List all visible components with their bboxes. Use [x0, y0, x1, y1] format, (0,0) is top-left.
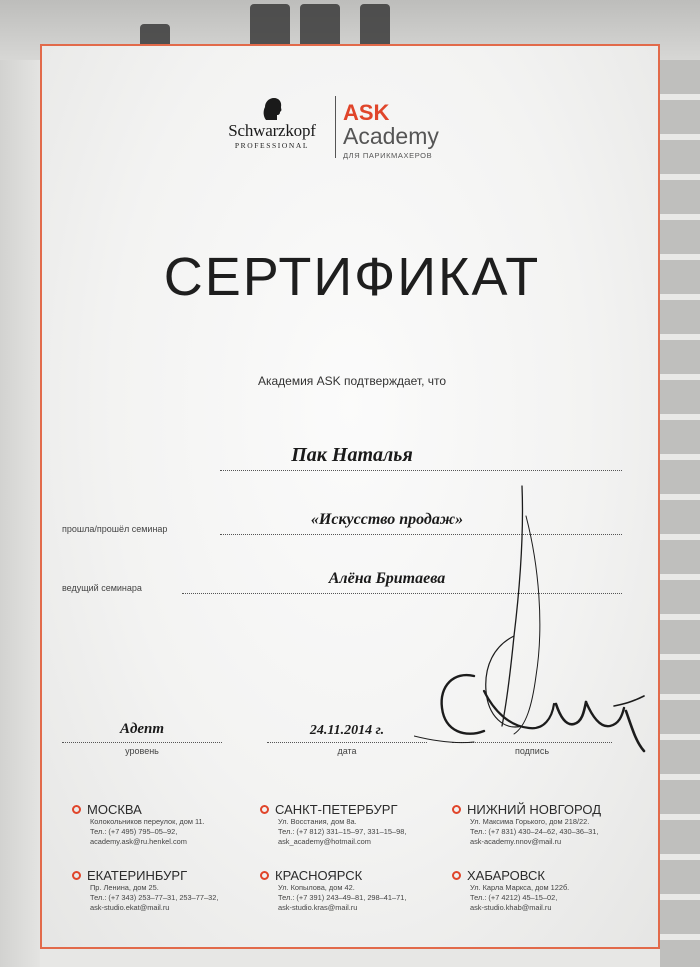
- city-address: Ул. Восстания, дом 8а.: [278, 817, 357, 826]
- date-value: 24.11.2014 г.: [309, 723, 385, 738]
- city-khab: [452, 868, 632, 913]
- city-name: КРАСНОЯРСК: [275, 868, 363, 883]
- logo-row: [217, 96, 517, 166]
- background-jar: [360, 4, 390, 48]
- name-line: [220, 470, 622, 471]
- location-dot-icon: [452, 871, 461, 880]
- city-phone: Тел.: (+7 343) 253–77–31, 253–77–32,: [90, 893, 219, 902]
- background-left: [0, 60, 40, 967]
- city-name: ЕКАТЕРИНБУРГ: [87, 868, 188, 883]
- city-email: ask-academy.nnov@mail.ru: [470, 837, 562, 846]
- location-dot-icon: [72, 871, 81, 880]
- location-dot-icon: [260, 871, 269, 880]
- city-address: Ул. Максима Горького, дом 218/22.: [470, 817, 590, 826]
- schwarzkopf-head-icon: [257, 96, 287, 122]
- level-value: Адепт: [119, 721, 165, 737]
- city-name: ХАБАРОВСК: [467, 868, 545, 883]
- city-name: МОСКВА: [87, 802, 142, 817]
- city-phone: Тел.: (+7 812) 331–15–97, 331–15–98,: [278, 827, 407, 836]
- city-nnov: [452, 802, 632, 847]
- city-phone: Тел.: (+7 4212) 45–15–02,: [470, 893, 558, 902]
- city-moscow: [72, 802, 252, 847]
- city-phone: Тел.: (+7 391) 243–49–81, 298–41–71,: [278, 893, 407, 902]
- background-drawers: [660, 60, 700, 967]
- logo-divider: [335, 96, 336, 158]
- level-label: уровень: [125, 746, 159, 756]
- date-label: дата: [337, 746, 357, 756]
- location-dot-icon: [260, 805, 269, 814]
- city-address: Ул. Копылова, дом 42.: [278, 883, 355, 892]
- lead-label: ведущий семинара: [62, 583, 142, 593]
- certificate-title: СЕРТИФИКАТ: [163, 247, 541, 307]
- location-dot-icon: [452, 805, 461, 814]
- background-jar: [250, 4, 290, 48]
- city-email: academy.ask@ru.henkel.com: [90, 837, 187, 846]
- seminar-label: прошла/прошёл семинар: [62, 524, 168, 534]
- city-address: Колокольников переулок, дом 11.: [90, 817, 205, 826]
- city-email: ask-studio.kras@mail.ru: [278, 903, 358, 912]
- city-phone: Тел.: (+7 495) 795–05–92,: [90, 827, 178, 836]
- lead-name: Алёна Бритаева: [328, 570, 446, 587]
- location-dot-icon: [72, 805, 81, 814]
- certificate: [40, 44, 660, 949]
- city-spb: [260, 802, 440, 847]
- ask-logo-text: ASK: [343, 100, 390, 125]
- academy-logo-text: Academy: [343, 123, 439, 149]
- city-email: ask-studio.khab@mail.ru: [470, 903, 552, 912]
- city-address: Ул. Карла Маркса, дом 122б.: [470, 883, 570, 892]
- city-email: ask_academy@hotmail.com: [278, 837, 371, 846]
- city-email: ask-studio.ekat@mail.ru: [90, 903, 170, 912]
- date-line: [267, 742, 427, 743]
- city-kras: [260, 868, 440, 913]
- city-name: САНКТ-ПЕТЕРБУРГ: [275, 802, 398, 817]
- city-name: НИЖНИЙ НОВГОРОД: [467, 802, 602, 817]
- level-line: [62, 742, 222, 743]
- handwritten-signature: [414, 476, 654, 766]
- city-address: Пр. Ленина, дом 25.: [90, 883, 159, 892]
- background-jar: [300, 4, 340, 48]
- professional-text: PROFESSIONAL: [234, 141, 310, 150]
- city-phone: Тел.: (+7 831) 430–24–62, 430–36–31,: [470, 827, 599, 836]
- confirm-text: Академия ASK подтверждает, что: [257, 374, 447, 388]
- recipient-name: Пак Наталья: [291, 444, 413, 466]
- academy-subtitle: ДЛЯ ПАРИКМАХЕРОВ: [343, 151, 433, 160]
- city-ekat: [72, 868, 252, 913]
- seminar-name: «Искусство продаж»: [310, 511, 464, 528]
- signature-label: подпись: [514, 746, 550, 756]
- schwarzkopf-logo-text: Schwarzkopf: [228, 121, 316, 140]
